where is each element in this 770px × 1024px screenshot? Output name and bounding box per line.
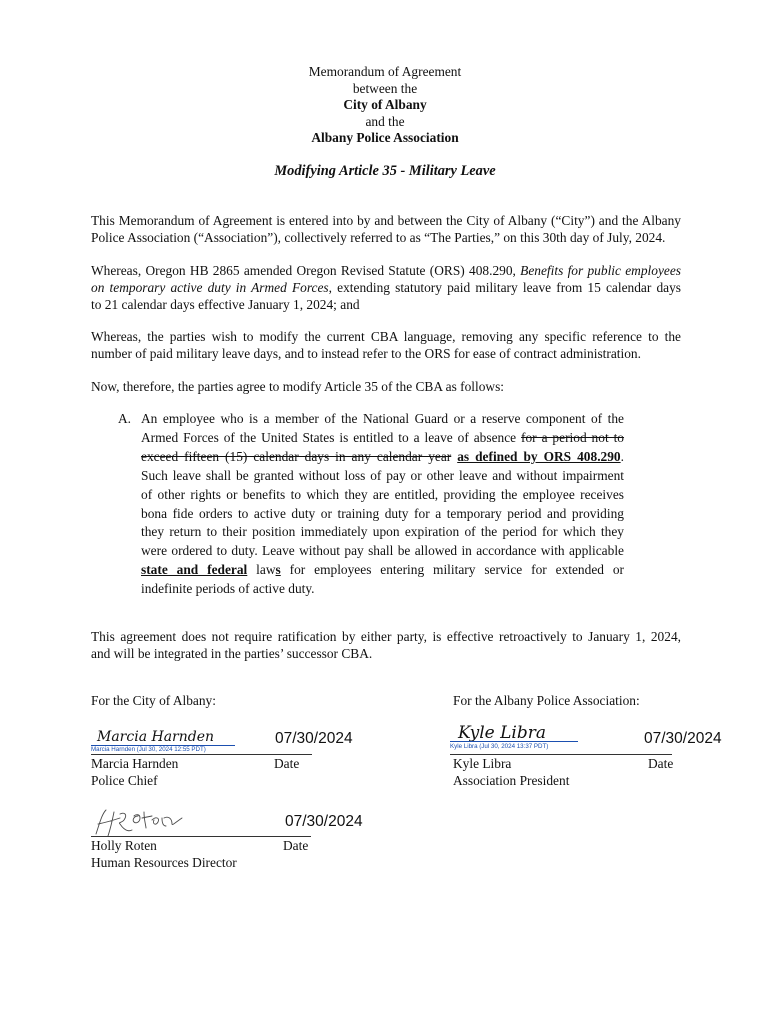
item-a-line-10: indefinite periods of active duty. (141, 581, 315, 597)
signature-marcia-harnden: Marcia Harnden (97, 729, 215, 745)
whereas1-line-1: Whereas, Oregon HB 2865 amended Oregon Revised Statute (ORS) 408.290, Benefits for public employees (91, 263, 682, 278)
closing-line-2: and will be integrated in the parties’ successor CBA. (91, 646, 373, 661)
now-therefore-paragraph: Now, therefore, the parties agree to modify Article 35 of the CBA as follows: (91, 379, 505, 394)
item-a-line-3: exceed fifteen (15) calendar days in any calendar year as defined by ORS 408.290. (141, 448, 624, 464)
document-title: Modifying Article 35 - Military Leave (274, 163, 496, 179)
whereas1-line-3: to 21 calendar days effective January 1, 2024; and (91, 297, 360, 312)
signer-block-2 (453, 756, 569, 789)
signature-date: 07/30/2024 (644, 730, 722, 747)
item-a-text (141, 410, 624, 599)
date-clip (285, 813, 363, 831)
intro-paragraph (91, 212, 681, 246)
item-a-line-1: An employee who is a member of the National Guard or a reserve component of the (141, 411, 624, 426)
item-a-line-8: were ordered to duty. Leave without pay shall be allowed in accordance with applicable (141, 543, 624, 559)
closing-line-1: This agreement does not require ratification by either party, is effective retroactively to January 1, 2024, (91, 629, 681, 644)
whereas2-line-2: number of paid military leave days, and to instead refer to the ORS for ease of contract administration. (91, 346, 641, 361)
signature-line (91, 836, 311, 837)
header-party-association: Albany Police Association (311, 130, 459, 145)
signer-name: Kyle Libra (453, 756, 512, 771)
item-a-line-5: of other rights or benefits to which they are entitled, providing the employee receives (141, 486, 624, 502)
deleted-text: exceed fifteen (15) calendar days in any calendar year (141, 448, 452, 464)
esign-timestamp: Kyle Libra (Jul 30, 2024 13:37 PDT) (450, 743, 549, 750)
date-label: Date (648, 756, 674, 771)
header-party-city: City of Albany (343, 97, 427, 112)
closing-paragraph (91, 628, 681, 662)
signer-title: Police Chief (91, 772, 158, 788)
deleted-text: for a period not to (521, 429, 625, 445)
intro-line-2: Police Association (“Association”), collectively referred to as “The Parties,” on this 30th day of July, 2024. (91, 230, 666, 245)
added-text: state and federal (141, 562, 248, 578)
signature-kyle-libra: Kyle Libra (458, 723, 546, 743)
item-a-line-9: state and federal laws for employees entering military service for extended or (141, 562, 624, 578)
whereas1-line-2: on temporary active duty in Armed Forces, extending statutory paid military leave from 15 calendar days (91, 280, 682, 295)
header-line-memorandum: Memorandum of Agreement (308, 64, 462, 79)
item-a-label: A. (118, 411, 132, 426)
item-a-line-2: Armed Forces of the United States is entitled to a leave of absence for a period not to (141, 429, 625, 445)
date-label: Date (283, 838, 309, 853)
date-clip (275, 730, 353, 748)
item-a-line-4: Such leave shall be granted without loss of pay or other leave and without impairment (141, 467, 624, 483)
signature-date: 07/30/2024 (275, 730, 353, 747)
whereas-paragraph-1 (91, 262, 681, 313)
signature-holly-roten-handwriting (90, 806, 186, 840)
signer-name: Marcia Harnden (91, 756, 179, 771)
signature-line (450, 754, 672, 755)
whereas-paragraph-2 (91, 328, 681, 362)
added-text: as defined by ORS 408.290 (457, 448, 621, 464)
signer-title: Human Resources Director (91, 854, 237, 870)
item-a-line-7: they return to their position immediately upon expiration of the period for which they (141, 524, 624, 540)
intro-line-1: This Memorandum of Agreement is entered into by and between the City of Albany (“City”) and the Albany (91, 213, 681, 228)
document-header (0, 64, 770, 147)
signer-block-1 (91, 756, 178, 789)
signature-line (91, 754, 312, 755)
item-a-line-6: bona fide orders to active duty or training duty for a temporary period and providing (141, 505, 624, 521)
city-signature-heading: For the City of Albany: (91, 693, 216, 708)
association-signature-heading: For the Albany Police Association: (453, 693, 640, 708)
whereas2-line-1: Whereas, the parties wish to modify the current CBA language, removing any specific reference to the (91, 329, 681, 344)
added-text: s (275, 562, 281, 578)
signer-title: Association President (453, 772, 570, 788)
signer-name: Holly Roten (91, 838, 157, 853)
esign-timestamp: Marcia Harnden (Jul 30, 2024 12:55 PDT) (91, 746, 206, 753)
date-clip (644, 730, 722, 748)
signer-block-3 (91, 838, 237, 871)
esign-underline (450, 741, 578, 742)
signature-date: 07/30/2024 (285, 813, 363, 830)
date-label: Date (274, 756, 300, 771)
header-line-between: between the (352, 80, 418, 96)
header-line-and: and the (365, 113, 405, 129)
